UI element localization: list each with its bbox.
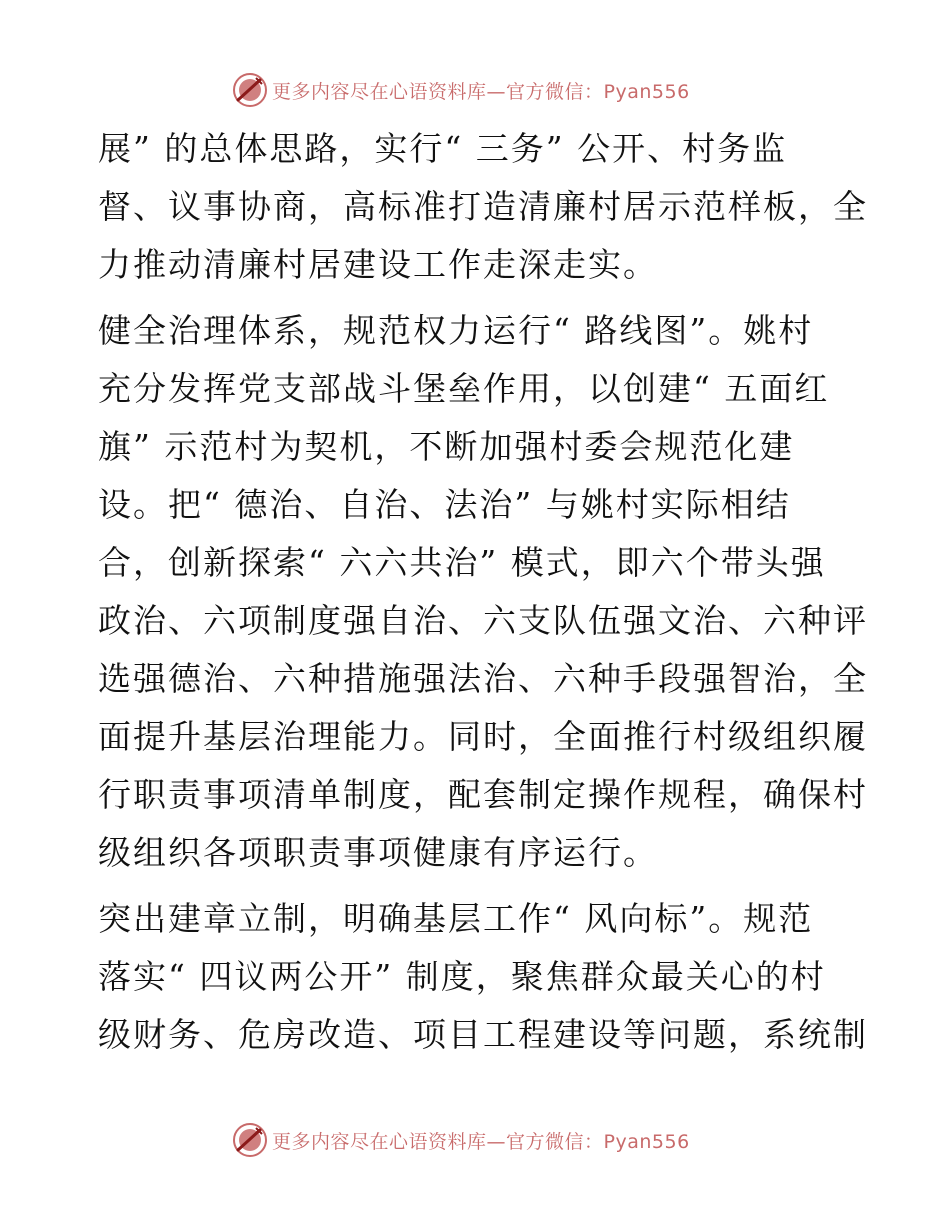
text-line: 充分发挥党支部战斗堡垒作用，以创建“ 五面红 bbox=[98, 369, 830, 408]
text-line: 展” 的总体思路，实行“ 三务” 公开、村务监 bbox=[98, 129, 788, 168]
logo-icon bbox=[232, 72, 268, 108]
text-line: 旗” 示范村为契机，不断加强村委会规范化建 bbox=[98, 427, 795, 466]
text-line: 健全治理体系，规范权力运行“ 路线图”。姚村 bbox=[98, 311, 814, 350]
text-line: 督、议事协商，高标准打造清廉村居示范样板，全 bbox=[98, 187, 868, 226]
text-line: 级财务、危房改造、项目工程建设等问题，系统制 bbox=[98, 1015, 868, 1054]
paragraph-1 bbox=[98, 120, 868, 294]
text-line: 行职责事项清单制度，配套制定操作规程，确保村 bbox=[98, 775, 868, 814]
text-line: 设。把“ 德治、自治、法治” 与姚村实际相结 bbox=[98, 485, 791, 524]
document-body bbox=[98, 120, 868, 1072]
text-line: 突出建章立制，明确基层工作“ 风向标”。规范 bbox=[98, 899, 814, 938]
paragraph-3 bbox=[98, 890, 868, 1064]
text-line: 力推动清廉村居建设工作走深走实。 bbox=[98, 245, 658, 284]
text-line: 面提升基层治理能力。同时，全面推行村级组织履 bbox=[98, 717, 868, 756]
footer-banner-text: 更多内容尽在心语资料库—官方微信：Pyan556 bbox=[272, 1130, 690, 1153]
text-line: 政治、六项制度强自治、六支队伍强文治、六种评 bbox=[98, 601, 868, 640]
paragraph-2 bbox=[98, 302, 868, 882]
text-line: 级组织各项职责事项健康有序运行。 bbox=[98, 833, 658, 872]
text-line: 选强德治、六种措施强法治、六种手段强智治，全 bbox=[98, 659, 868, 698]
header-banner-text: 更多内容尽在心语资料库—官方微信：Pyan556 bbox=[272, 80, 690, 103]
text-line: 落实“ 四议两公开” 制度，聚焦群众最关心的村 bbox=[98, 957, 826, 996]
logo-icon bbox=[232, 1122, 268, 1158]
header-banner bbox=[232, 70, 690, 110]
footer-banner bbox=[232, 1120, 690, 1160]
text-line: 合，创新探索“ 六六共治” 模式，即六个带头强 bbox=[98, 543, 826, 582]
